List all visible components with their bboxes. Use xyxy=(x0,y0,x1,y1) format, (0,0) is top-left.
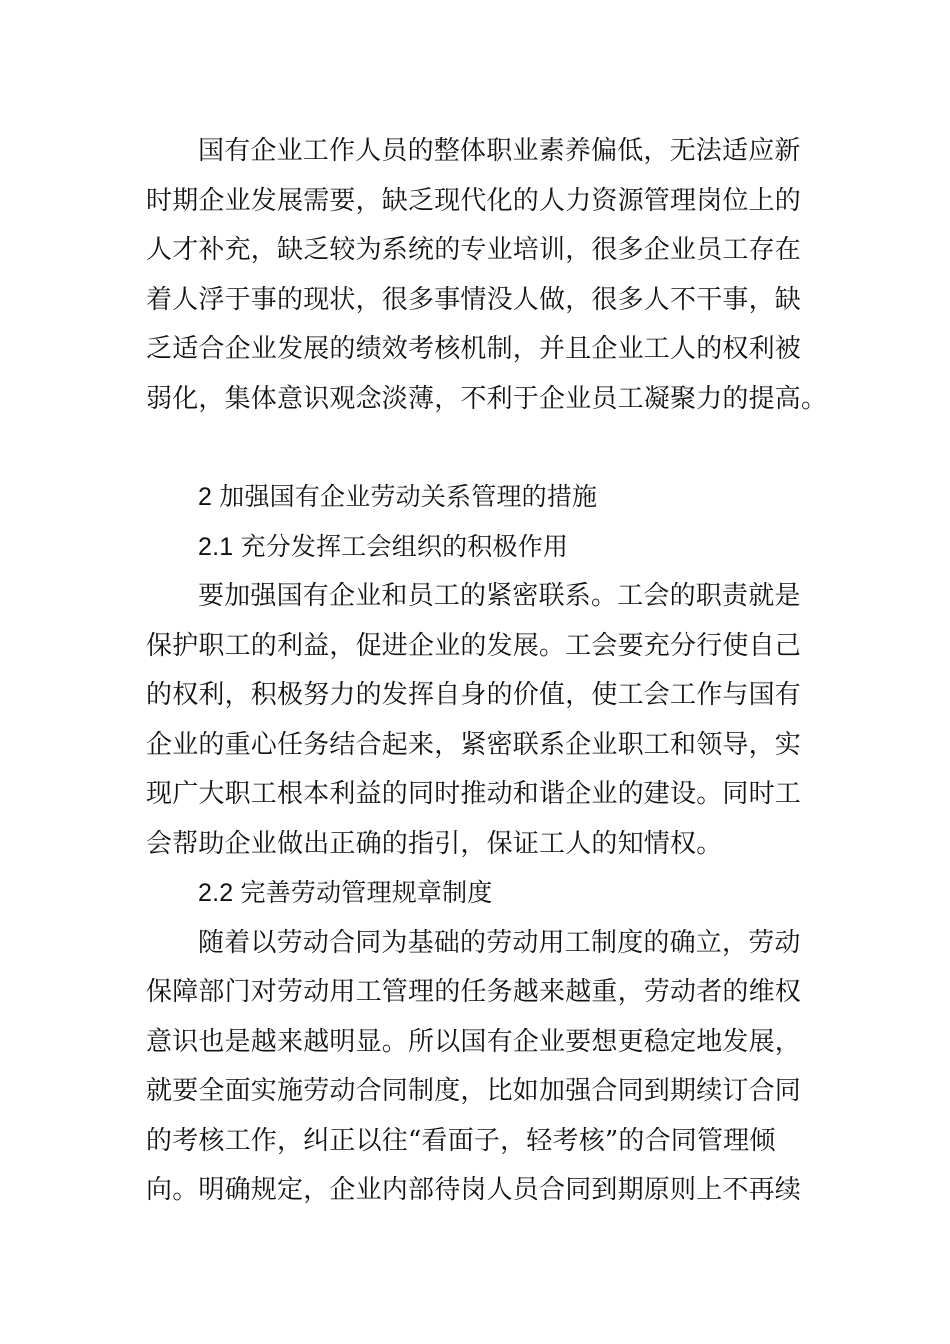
paragraph-line: 保护职工的利益，促进企业的发展。工会要充分行使自己 xyxy=(146,630,802,661)
paragraph-workforce-quality xyxy=(146,127,828,424)
paragraph-line: 随着以劳动合同为基础的劳动用工制度的确立，劳动 xyxy=(198,927,801,958)
subsection-heading-2-1: 2.1 充分发挥工会组织的积极作用 xyxy=(198,532,569,561)
paragraph-line: 的考核工作，纠正以往“看面子，轻考核”的合同管理倾 xyxy=(146,1125,776,1156)
paragraph-line: 人才补充，缺乏较为系统的专业培训，很多企业员工存在 xyxy=(146,235,802,265)
paragraph-line: 保障部门对劳动用工管理的任务越来越重，劳动者的维权 xyxy=(146,977,802,1007)
paragraph-line: 的权利，积极努力的发挥自身的价值，使工会工作与国有 xyxy=(146,680,802,710)
paragraph-line: 意识也是越来越明显。所以国有企业要想更稳定地发展， xyxy=(146,1026,802,1057)
paragraph-line: 就要全面实施劳动合同制度，比如加强合同到期续订合同 xyxy=(146,1076,802,1106)
paragraph-line: 会帮助企业做出正确的指引，保证工人的知情权。 xyxy=(146,828,723,859)
paragraph-line: 时期企业发展需要，缺乏现代化的人力资源管理岗位上的 xyxy=(146,185,802,216)
section-2 xyxy=(146,473,802,1216)
subsection-heading-2-2: 2.2 完善劳动管理规章制度 xyxy=(198,879,493,907)
paragraph-line: 国有企业工作人员的整体职业素养偏低，无法适应新 xyxy=(198,136,801,166)
paragraph-line: 乏适合企业发展的绩效考核机制，并且企业工人的权利被 xyxy=(146,334,802,364)
section-heading: 2 加强国有企业劳动关系管理的措施 xyxy=(198,483,598,511)
paragraph-line: 要加强国有企业和员工的紧密联系。工会的职责就是 xyxy=(198,581,801,611)
paragraph-line: 着人浮于事的现状，很多事情没人做，很多人不干事，缺 xyxy=(146,284,802,315)
paragraph-line: 企业的重心任务结合起来，紧密联系企业职工和领导，实 xyxy=(146,729,802,760)
paragraph-line: 现广大职工根本利益的同时推动和谐企业的建设。同时工 xyxy=(146,779,802,809)
paragraph-line: 弱化，集体意识观念淡薄，不利于企业员工凝聚力的提高。 xyxy=(146,383,828,414)
paragraph-line: 向。明确规定，企业内部待岗人员合同到期原则上不再续 xyxy=(146,1175,802,1205)
